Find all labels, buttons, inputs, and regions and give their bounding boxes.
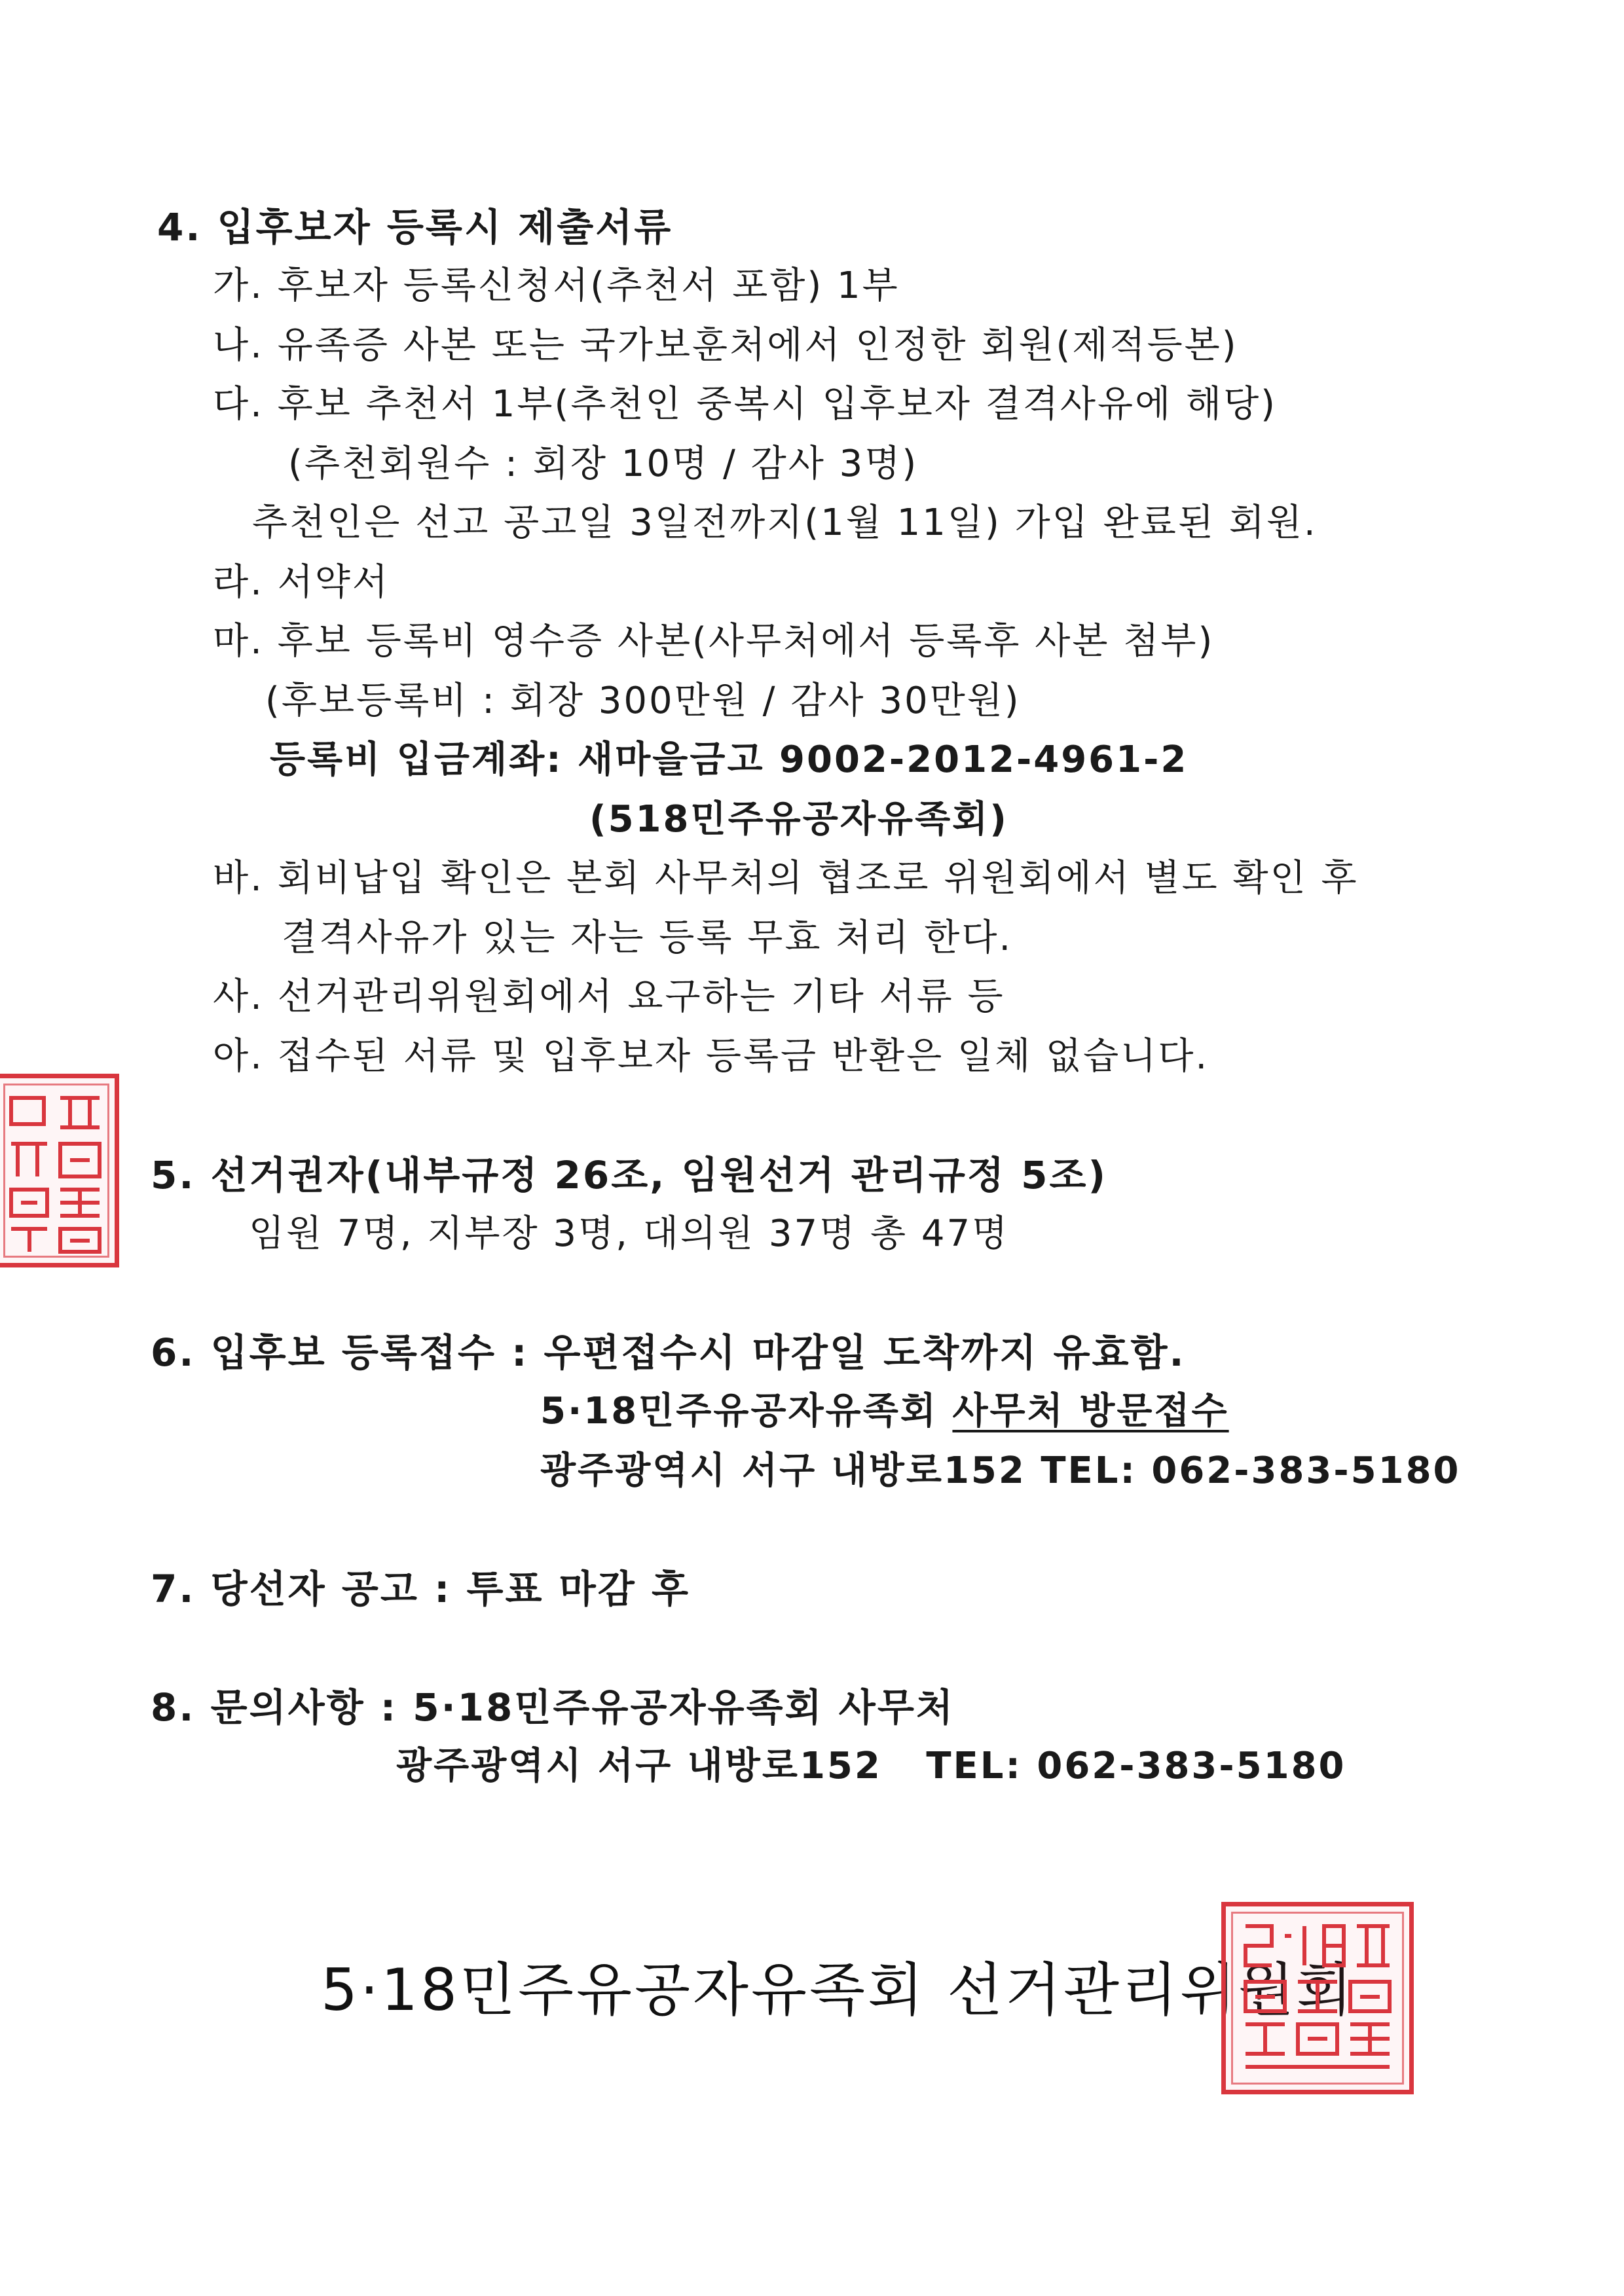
bank-account-holder: (518민주유공자유족회) <box>589 798 1008 841</box>
section-4-item-da: 다. 후보 추천서 1부(추천인 중복시 입후보자 결격사유에 해당) <box>213 383 1278 426</box>
section-5-heading: 5. 선거권자(내부규정 26조, 임원선거 관리규정 5조) <box>151 1153 1107 1197</box>
section-4-heading: 4. 입후보자 등록시 제출서류 <box>157 205 673 249</box>
footer-signature: 5·18민주유공자유족회 선거관리위원회 <box>321 1956 1356 2024</box>
left-seal-stamp <box>0 1074 119 1267</box>
section-4-item-ma-note: (후보등록비 : 회장 300만원 / 감사 30만원) <box>265 680 1021 722</box>
section-8-address: 광주광역시 서구 내방로152 TEL: 062-383-5180 <box>396 1745 1346 1787</box>
section-6-address: 광주광역시 서구 내방로152 TEL: 062-383-5180 <box>540 1449 1461 1492</box>
left-seal-glyphs <box>0 1078 115 1263</box>
office-name: 5·18민주유공자유족회 <box>540 1390 953 1432</box>
section-5-detail: 임원 7명, 지부장 3명, 대의원 37명 총 47명 <box>249 1212 1010 1255</box>
right-seal-stamp <box>1221 1902 1414 2094</box>
section-4-item-ba: 바. 회비납입 확인은 본회 사무처의 협조로 위원회에서 별도 확인 후 <box>213 857 1359 900</box>
section-4-item-ma: 마. 후보 등록비 영수증 사본(사무처에서 등록후 사본 첨부) <box>213 620 1215 663</box>
section-4-item-ba-cont: 결격사유가 있는 자는 등록 무효 처리 한다. <box>282 917 1013 959</box>
bank-account-line: 등록비 입금계좌: 새마을금고 9002-2012-4961-2 <box>270 738 1189 781</box>
section-6-heading: 6. 입후보 등록접수 : 우편접수시 마감일 도착까지 유효함. <box>151 1330 1186 1375</box>
section-4-item-da-note2: 추천인은 선고 공고일 3일전까지(1월 11일) 가입 완료된 회원. <box>252 501 1318 544</box>
section-4-item-ga: 가. 후보자 등록신청서(추천서 포함) 1부 <box>213 264 900 307</box>
visit-reception: 사무처 방문접수 <box>952 1390 1229 1432</box>
section-4-item-ra: 라. 서약서 <box>213 561 390 604</box>
section-7-heading: 7. 당선자 공고 : 투표 마감 후 <box>151 1567 691 1611</box>
section-4-item-na: 나. 유족증 사본 또는 국가보훈처에서 인정한 회원(제적등본) <box>213 324 1238 367</box>
section-8-heading: 8. 문의사항 : 5·18민주유공자유족회 사무처 <box>151 1685 955 1730</box>
right-seal-glyphs <box>1226 1906 1409 2090</box>
section-6-office <box>540 1391 1229 1432</box>
section-4-item-sa: 사. 선거관리위원회에서 요구하는 기타 서류 등 <box>213 975 1005 1018</box>
section-4-item-da-note: (추천회원수 : 회장 10명 / 감사 3명) <box>288 443 919 485</box>
section-4-item-a: 아. 접수된 서류 및 입후보자 등록금 반환은 일체 없습니다. <box>213 1035 1209 1078</box>
